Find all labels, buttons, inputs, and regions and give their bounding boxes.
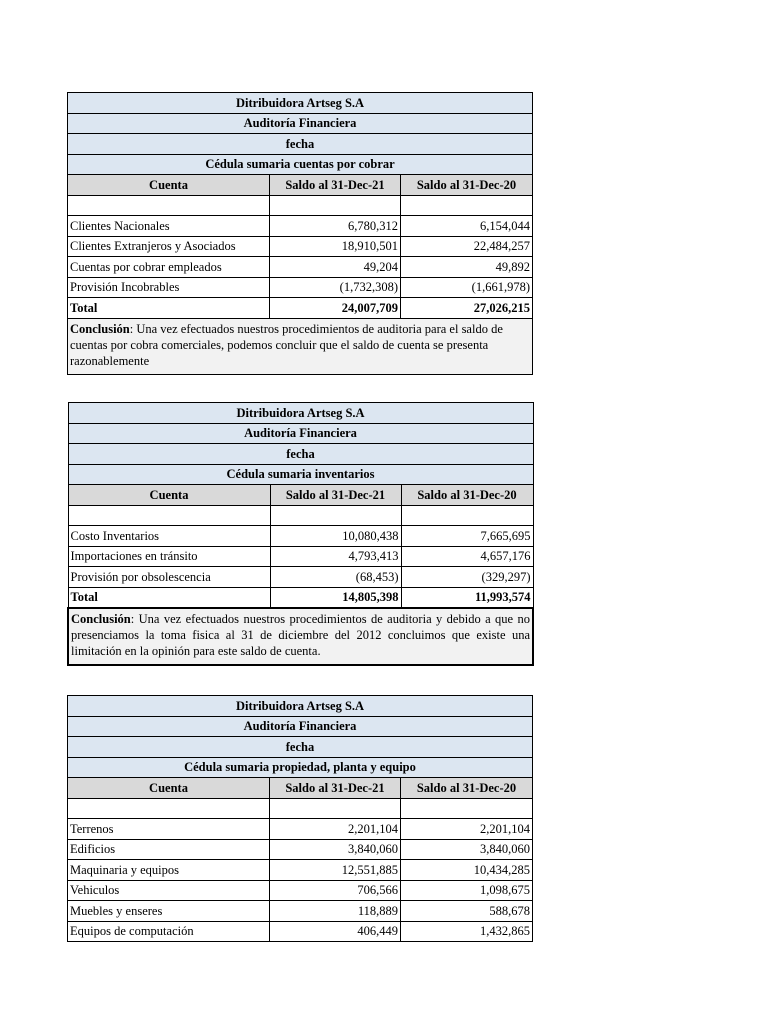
date-label: fecha xyxy=(68,444,533,465)
table-row xyxy=(68,819,533,840)
account-name: Edificios xyxy=(68,839,270,860)
schedule-inventories xyxy=(67,402,532,666)
account-name: Cuentas por cobrar empleados xyxy=(68,257,270,278)
balance-2021: 118,889 xyxy=(270,901,401,922)
balance-2021: 18,910,501 xyxy=(270,236,401,257)
column-header-account: Cuenta xyxy=(68,778,270,799)
balance-2020: 3,840,060 xyxy=(401,839,533,860)
table-row xyxy=(68,921,533,942)
total-label: Total xyxy=(68,298,270,319)
table-row xyxy=(68,839,533,860)
balance-2021: 2,201,104 xyxy=(270,819,401,840)
date-label: fecha xyxy=(68,737,533,758)
account-name: Terrenos xyxy=(68,819,270,840)
table-row xyxy=(68,880,533,901)
table-row xyxy=(68,216,533,237)
balance-2021: 12,551,885 xyxy=(270,860,401,881)
account-name: Clientes Nacionales xyxy=(68,216,270,237)
column-header-account: Cuenta xyxy=(68,485,270,506)
balance-2021: 406,449 xyxy=(270,921,401,942)
column-header-2020: Saldo al 31-Dec-20 xyxy=(401,485,533,506)
account-name: Provisión Incobrables xyxy=(68,277,270,298)
audit-title: Auditoría Financiera xyxy=(68,716,533,737)
balance-2021: 706,566 xyxy=(270,880,401,901)
column-header-2021: Saldo al 31-Dec-21 xyxy=(270,778,401,799)
balance-2020: 1,098,675 xyxy=(401,880,533,901)
schedule-accounts-receivable xyxy=(67,92,532,375)
schedule-table xyxy=(67,695,533,942)
audit-title: Auditoría Financiera xyxy=(68,423,533,444)
total-label: Total xyxy=(68,587,270,608)
schedule-title: Cédula sumaria propiedad, planta y equipo xyxy=(68,757,533,778)
account-name: Provisión por obsolescencia xyxy=(68,567,270,588)
blank-row xyxy=(68,195,533,216)
account-name: Maquinaria y equipos xyxy=(68,860,270,881)
balance-2021: (68,453) xyxy=(270,567,401,588)
balance-2020: 588,678 xyxy=(401,901,533,922)
audit-title: Auditoría Financiera xyxy=(68,113,533,134)
schedule-title: Cédula sumaria inventarios xyxy=(68,464,533,485)
blank-row xyxy=(68,798,533,819)
balance-2021: 4,793,413 xyxy=(270,546,401,567)
total-2021: 14,805,398 xyxy=(270,587,401,608)
conclusion-cell xyxy=(68,608,533,665)
column-header-account: Cuenta xyxy=(68,175,270,196)
schedule-title: Cédula sumaria cuentas por cobrar xyxy=(68,154,533,175)
total-row xyxy=(68,587,533,608)
table-row xyxy=(68,277,533,298)
total-2020: 27,026,215 xyxy=(401,298,533,319)
schedule-property-plant-equipment xyxy=(67,695,532,942)
balance-2021: 3,840,060 xyxy=(270,839,401,860)
company-name: Ditribuidora Artseg S.A xyxy=(68,403,533,424)
conclusion-text: : Una vez efectuados nuestros procedimientos de auditoria y debido a que no presenciamos la toma fisica al 31 de diciembre del 2012 concluimos que existe una limitación en la opinión para este saldo de cuenta. xyxy=(71,612,530,658)
balance-2020: 2,201,104 xyxy=(401,819,533,840)
balance-2020: 7,665,695 xyxy=(401,526,533,547)
account-name: Muebles y enseres xyxy=(68,901,270,922)
balance-2020: 4,657,176 xyxy=(401,546,533,567)
conclusion-label: Conclusión xyxy=(71,612,131,626)
balance-2020: (1,661,978) xyxy=(401,277,533,298)
balance-2020: 22,484,257 xyxy=(401,236,533,257)
account-name: Costo Inventarios xyxy=(68,526,270,547)
balance-2020: 1,432,865 xyxy=(401,921,533,942)
account-name: Clientes Extranjeros y Asociados xyxy=(68,236,270,257)
balance-2021: 10,080,438 xyxy=(270,526,401,547)
table-row xyxy=(68,860,533,881)
total-2020: 11,993,574 xyxy=(401,587,533,608)
table-row xyxy=(68,546,533,567)
total-row xyxy=(68,298,533,319)
account-name: Vehiculos xyxy=(68,880,270,901)
conclusion-row xyxy=(68,318,533,374)
account-name: Importaciones en tránsito xyxy=(68,546,270,567)
conclusion-text: : Una vez efectuados nuestros procedimientos de auditoria para el saldo de cuentas por cobra comerciales, podemos concluir que el saldo de cuenta se presenta razonablemente xyxy=(70,321,503,368)
table-row xyxy=(68,526,533,547)
table-row xyxy=(68,567,533,588)
schedule-table xyxy=(67,402,534,666)
total-2021: 24,007,709 xyxy=(270,298,401,319)
balance-2021: 49,204 xyxy=(270,257,401,278)
table-row xyxy=(68,901,533,922)
conclusion-row xyxy=(68,608,533,665)
date-label: fecha xyxy=(68,134,533,155)
balance-2021: 6,780,312 xyxy=(270,216,401,237)
table-row xyxy=(68,257,533,278)
blank-row xyxy=(68,505,533,526)
balance-2021: (1,732,308) xyxy=(270,277,401,298)
balance-2020: 6,154,044 xyxy=(401,216,533,237)
company-name: Ditribuidora Artseg S.A xyxy=(68,696,533,717)
schedule-table xyxy=(67,92,533,375)
conclusion-label: Conclusión xyxy=(70,321,130,336)
column-header-2021: Saldo al 31-Dec-21 xyxy=(270,175,401,196)
balance-2020: (329,297) xyxy=(401,567,533,588)
account-name: Equipos de computación xyxy=(68,921,270,942)
conclusion-cell xyxy=(68,318,533,374)
column-header-2021: Saldo al 31-Dec-21 xyxy=(270,485,401,506)
balance-2020: 49,892 xyxy=(401,257,533,278)
column-header-2020: Saldo al 31-Dec-20 xyxy=(401,778,533,799)
balance-2020: 10,434,285 xyxy=(401,860,533,881)
column-header-2020: Saldo al 31-Dec-20 xyxy=(401,175,533,196)
table-row xyxy=(68,236,533,257)
company-name: Ditribuidora Artseg S.A xyxy=(68,93,533,114)
